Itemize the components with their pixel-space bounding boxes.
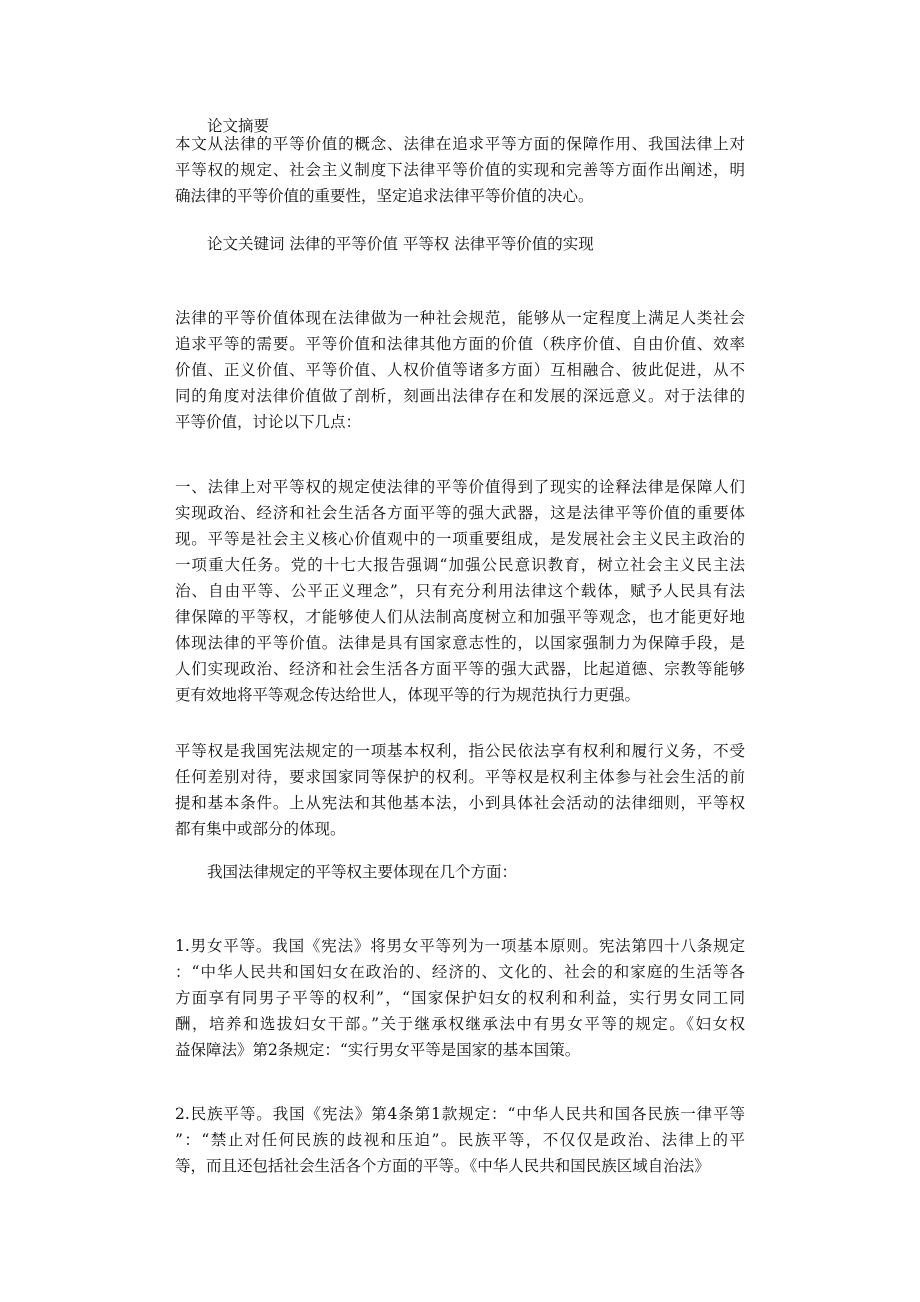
text-line: 平等价值，讨论以下几点： (175, 413, 362, 431)
text-line: 平等权的规定、社会主义制度下法律平等价值的实现和完善等方面作出阐述，明 (175, 161, 745, 179)
equality-right-paragraph (175, 738, 745, 842)
text-line: 都有集中或部分的体现。 (175, 820, 346, 838)
text-line: 提和基本条件。上从宪法和其他基本法，小到具体社会活动的法律细则，平等权 (175, 794, 745, 812)
text-line: 2.民族平等。我国《宪法》第4条第1款规定：“中华人民共和国各民族一律平等 (175, 1105, 745, 1123)
keywords-line: 论文关键词 法律的平等价值 平等权 法律平等价值的实现 (207, 235, 594, 253)
text-line: 法律的平等价值体现在法律做为一种社会规范，能够从一定程度上满足人类社会 (175, 309, 745, 327)
text-line: 律保障的平等权，才能够使人们从法制高度树立和加强平等观念，也才能更好地 (175, 608, 745, 626)
text-line: 酬，培养和选拔妇女干部。”关于继承权继承法中有男女平等的规定。《妇女权 (175, 1015, 745, 1033)
abstract-heading: 论文摘要 (207, 117, 270, 135)
text-line: 方面享有同男子平等的权利”，“国家保护妇女的权利和利益，实行男女同工同 (175, 989, 745, 1007)
text-line: 治、自由平等、公平正义理念”，只有充分利用法律这个载体，赋予人民具有法 (175, 582, 745, 600)
text-line: 本文从法律的平等价值的概念、法律在追求平等方面的保障作用、我国法律上对 (175, 135, 745, 153)
item-1-paragraph (175, 933, 745, 1063)
aspects-intro: 我国法律规定的平等权主要体现在几个方面： (207, 863, 518, 881)
text-line: ：“中华人民共和国妇女在政治的、经济的、文化的、社会的和家庭的生活等各 (175, 963, 745, 981)
section-1-paragraph (175, 474, 745, 708)
text-line: 益保障法》第2条规定：“实行男女平等是国家的基本国策。 (175, 1041, 581, 1059)
text-line: 体现法律的平等价值。法律是具有国家意志性的，以国家强制力为保障手段，是 (175, 634, 745, 652)
text-line: 等，而且还包括社会生活各个方面的平等。《中华人民共和国民族区域自治法》 (175, 1157, 710, 1175)
text-line: 平等权是我国宪法规定的一项基本权利，指公民依法享有权利和履行义务，不受 (175, 742, 745, 760)
abstract-body (175, 131, 745, 209)
text-line: 一项重大任务。党的十七大报告强调“加强公民意识教育，树立社会主义民主法 (175, 556, 745, 574)
text-line: 确法律的平等价值的重要性，坚定追求法律平等价值的决心。 (175, 187, 594, 205)
text-line: 1.男女平等。我国《宪法》将男女平等列为一项基本原则。宪法第四十八条规定 (175, 937, 745, 955)
text-line: 任何差别对待，要求国家同等保护的权利。平等权是权利主体参与社会生活的前 (175, 768, 745, 786)
text-line: 更有效地将平等观念传达给世人，体现平等的行为规范执行力更强。 (175, 686, 641, 704)
intro-paragraph (175, 305, 745, 435)
text-line: 追求平等的需要。平等价值和法律其他方面的价值（秩序价值、自由价值、效率 (175, 335, 745, 353)
text-line: 同的角度对法律价值做了剖析，刻画出法律存在和发展的深远意义。对于法律的 (175, 387, 745, 405)
text-line: 一、法律上对平等权的规定使法律的平等价值得到了现实的诠释法律是保障人们 (175, 478, 745, 496)
text-line: 实现政治、经济和社会生活各方面平等的强大武器，这是法律平等价值的重要体 (175, 504, 745, 522)
text-line: 价值、正义价值、平等价值、人权价值等诸多方面）互相融合、彼此促进，从不 (175, 361, 745, 379)
text-line: 人们实现政治、经济和社会生活各方面平等的强大武器，比起道德、宗教等能够 (175, 660, 745, 678)
text-line: ”：“禁止对任何民族的歧视和压迫”。民族平等，不仅仅是政治、法律上的平 (175, 1131, 745, 1149)
item-2-paragraph (175, 1101, 745, 1179)
text-line: 现。平等是社会主义核心价值观中的一项重要组成，是发展社会主义民主政治的 (175, 530, 745, 548)
